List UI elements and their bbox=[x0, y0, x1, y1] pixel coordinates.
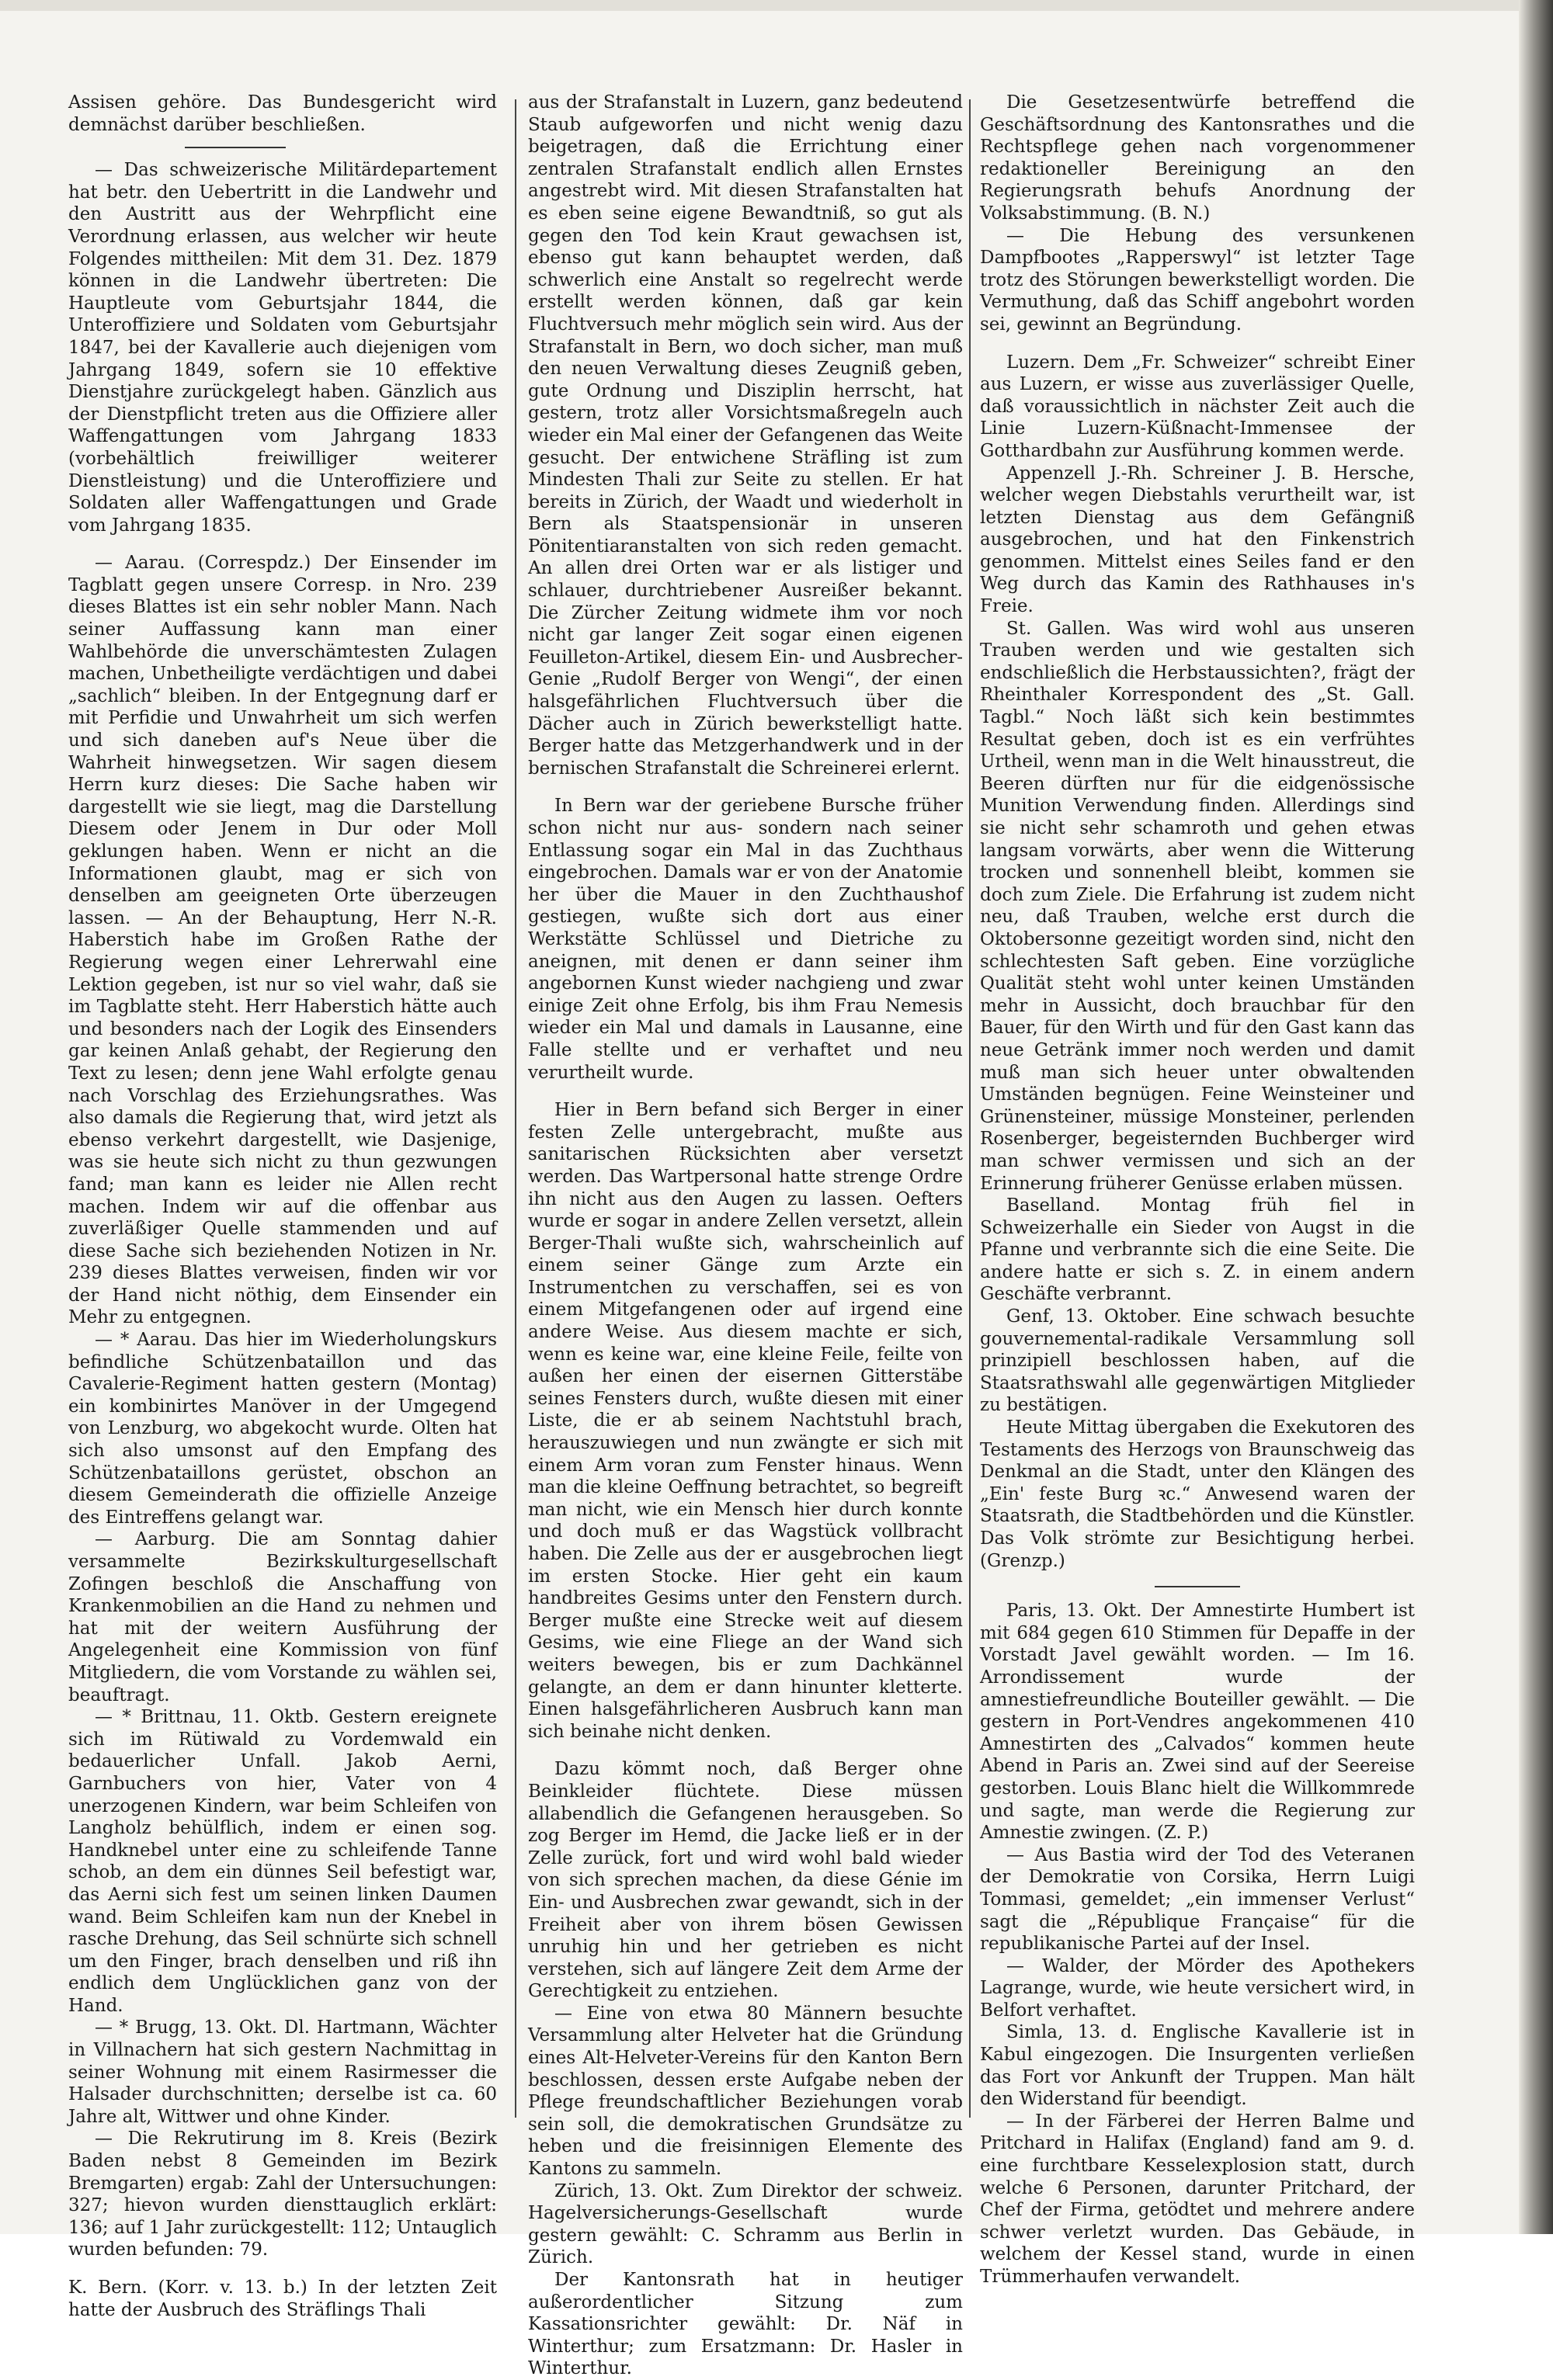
article-rekrutirung: — Die Rekrutirung im 8. Kreis (Bezirk Baden nebst 8 Gemeinden im Bezirk Bremgarten) ergab: Zahl der Untersuchungen: 327; hievon wurden diensttauglich erklärt: 136; auf 1 Jahr zurückgestellt: 112; Untauglich wurden befunden: 79. bbox=[68, 2128, 497, 2260]
scan-right-edge bbox=[1519, 0, 1553, 2234]
article-st-gallen: St. Gallen. Was wird wohl aus unseren Trauben werden und wie gestalten sich endschließlich die Herbstaussichten?, frägt der Rheinthaler Korrespondent des „St. Gall. Tagbl.“ Noch läßt sich kein bestimmtes Resultat geben, doch ist es ein verfrühtes Urtheil, wenn man in die Welt hinausstreut, die Beeren dürften nur für die eidgenössische Munition Verwendung finden. Allerdings sind sie nicht sehr schamroth und gehen etwas langsam vorwärts, aber wenn die Witterung trocken und sonnenhell bleibt, kommen sie doch zum Ziele. Die Erfahrung ist zudem nicht neu, daß Trauben, welche erst durch die Oktobersonne gezeitigt worden sind, nicht den schlechtesten Saft geben. Eine vorzügliche Qualität steht wohl unter keinen Umständen mehr in Aussicht, doch brauchbar für den Bauer, für den Wirth und für den Gast kann das neue Getränk immer noch werden und damit muß man sich heuer unter obwaltenden Umständen begnügen. Feine Weinsteiner und Grünensteiner, müssige Monsteiner, perlenden Rosenberger, begeisternden Buchberger wird man schwer vermissen und sich an der Erinnerung früherer Genüsse erlaben müssen. bbox=[980, 618, 1415, 1194]
article-zuerich-kantonsrath: Der Kantonsrath hat in heutiger außerordentlicher Sitzung zum Kassationsrichter gewählt: Dr. Näf in Winterthur; zum Ersatzmann: Dr. Hasler in Winterthur. bbox=[528, 2270, 963, 2379]
column-right bbox=[980, 92, 1415, 2287]
column-middle bbox=[528, 92, 963, 2379]
article-dampfboot: — Die Hebung des versunkenen Dampfbootes „Rapperswyl“ ist letzter Tage trotz des Störungen bewerkstelligt worden. Die Vermuthung, daß das Schiff angebohrt worden sei, gewinnt an Begründung. bbox=[980, 225, 1415, 335]
article-bern-continued: aus der Strafanstalt in Luzern, ganz bedeutend Staub aufgeworfen und nicht wenig dazu beigetragen, daß die Errichtung einer zentralen Strafanstalt endlich allen Ernstes angestrebt wird. Mit diesen Strafanstalten hat es eben seine eigene Bewandtniß, so gut als gegen den Tod kein Kraut gewachsen ist, ebenso gut kann behauptet werden, daß schwerlich eine Anstalt so regelrecht werde erstellt werden können, daß gar kein Fluchtversuch mehr möglich sein wird. Aus der Strafanstalt in Bern, wo doch sicher, man muß den neuen Verwaltung dieses Zeugniß geben, gute Ordnung und Disziplin herrscht, hat gestern, trotz aller Vorsichtsmaßregeln auch wieder ein Mal einer der Gefangenen das Weite gesucht. Der entwichene Sträfling ist zum Mindesten Thali zur Seite zu stellen. Er hat bereits in Zürich, der Waadt und wiederholt in Bern als Staatspensionär in unseren Pönitentiaranstalten von sich reden gemacht. An allen drei Orten war er als listiger und schlauer, durchtriebener Ausreißer bekannt. Die Zürcher Zeitung widmete ihm vor noch nicht gar langer Zeit sogar einen eigenen Feuilleton-Artikel, diesem Ein- und Ausbrecher-Genie „Rudolf Berger von Wengi“, der einen halsgefährlichen Fluchtversuch über die Dächer auch in Zürich bewerkstelligt hatte. Berger hatte das Metzgerhandwerk und in der bernischen Strafanstalt die Schreinerei erlernt. bbox=[528, 92, 963, 779]
article-alt-helveter: — Eine von etwa 80 Männern besuchte Versammlung alter Helveter hat die Gründung eines Alt-Helveter-Vereins für den Kanton Bern beschlossen, dessen erste Aufgabe neben der Pflege freundschaftlicher Beziehungen vorab sein soll, die demokratischen Grundsätze zu heben und die freisinnigen Elemente des Kantons zu sammeln. bbox=[528, 2003, 963, 2180]
article-genf-denkmal: Heute Mittag übergaben die Exekutoren des Testaments des Herzogs von Braunschweig das Denkmal an die Stadt, unter den Klängen des „Ein' feste Burg ꝛc.“ Anwesend waren der Staatsrath, die Stadtbehörden und die Künstler. Das Volk strömte zur Besichtigung herbei. (Grenzp.) bbox=[980, 1417, 1415, 1571]
article-simla: Simla, 13. d. Englische Kavallerie ist in Kabul eingezogen. Die Insurgenten verließen das Fort vor Ankunft der Truppen. Man hält den Widerstand für beendigt. bbox=[980, 2022, 1415, 2110]
article-militaerdepartement: — Das schweizerische Militärdepartement hat betr. den Uebertritt in die Landwehr und den Austritt aus der Wehrpflicht eine Verordnung erlassen, aus welcher wir heute Folgendes mittheilen: Mit dem 31. Dez. 1879 können in die Landwehr übertreten: Die Hauptleute vom Geburtsjahr 1844, die Unteroffiziere und Soldaten vom Geburtsjahr 1847, bei der Kavallerie auch diejenigen vom Jahrgang 1849, sofern sie 10 effektive Dienstjahre zurückgelegt haben. Gänzlich aus der Dienstpflicht treten aus die Offiziere aller Waffengattungen vom Jahrgang 1833 (vorbehältlich freiwilliger weiterer Dienstleistung) und die Unteroffiziere und Soldaten aller Waffengattungen und Grade vom Jahrgang 1835. bbox=[68, 160, 497, 536]
column-rule-1 bbox=[515, 99, 516, 2118]
article-halifax: — In der Färberei der Herren Balme und Pritchard in Halifax (England) fand am 9. d. eine furchtbare Kesselexplosion statt, durch welche 6 Personen, darunter Pritchard, der Chef der Firma, getödtet und mehrere andere schwer verletzt wurden. Das Gebäude, in welchem der Kessel stand, wurde in einen Trümmerhaufen verwandelt. bbox=[980, 2111, 1415, 2287]
article-brugg: — * Brugg, 13. Okt. Dl. Hartmann, Wächter in Villnachern hat sich gestern Nachmittag in seiner Wohnung mit einem Rasirmesser die Halsader durchschnitten; derselbe ist ca. 60 Jahre alt, Wittwer und ohne Kinder. bbox=[68, 2017, 497, 2127]
article-bern-einbruch: In Bern war der geriebene Bursche früher schon nicht nur aus- sondern nach seiner Entlassung sogar ein Mal in das Zuchthaus eingebrochen. Damals war er von der Anatomie her über die Mauer in den Zuchthaushof gestiegen, wußte sich dort aus einer Werkstätte Schlüssel und Dietriche zu aneignen, mit denen er dann seiner ihm angebornen Kunst wieder nachgieng und zwar einige Zeit ohne Erfolg, bis ihm Frau Nemesis wieder ein Mal und damals in Lausanne, eine Falle stellte und er verhaftet und neu verurtheilt wurde. bbox=[528, 796, 963, 1083]
article-aarau-schuetzenbataillon: — * Aarau. Das hier im Wiederholungskurs befindliche Schützenbataillon und das Cavalerie-Regiment hatten gestern (Montag) ein kombinirtes Manöver in der Umgegend von Lenzburg, wo abgekocht wurde. Olten hat sich also umsonst auf den Empfang des Schützenbataillons gerüstet, obschon an diesem Gemeinderath die offizielle Anzeige des Eintreffens gelangt war. bbox=[68, 1330, 497, 1528]
column-left bbox=[68, 92, 497, 2320]
article-zuerich-direktor: Zürich, 13. Okt. Zum Direktor der schweiz. Hagelversicherungs-Gesellschaft wurde gestern gewählt: C. Schramm aus Berlin in Zürich. bbox=[528, 2181, 963, 2268]
article-paris: Paris, 13. Okt. Der Amnestirte Humbert ist mit 684 gegen 610 Stimmen für Depaffe in der Vorstadt Javel gewählt worden. — Im 16. Arrondissement wurde der amnestiefreundliche Bouteiller gewählt. — Die gestern in Port-Vendres angekommenen 410 Amnestirten des „Calvados“ kommen heute Abend in Paris an. Zwei sind auf der Seereise gestorben. Louis Blanc hielt die Willkommrede und sagte, man werde die Regierung zur Amnestie zwingen. (Z. P.) bbox=[980, 1601, 1415, 1844]
article-aarau-correspondenz: — Aarau. (Correspdz.) Der Einsender im Tagblatt gegen unsere Corresp. in Nro. 239 dieses Blattes ist ein sehr nobler Mann. Nach seiner Auffassung kann man einer Wahlbehörde die unverschämtesten Zulagen machen, Unbetheiligte verdächtigen und dabei „sachlich“ bleiben. In der Entgegnung darf er mit Perfidie und Unwahrheit um sich werfen und sich daneben auf's Neue über die Wahrheit hinwegsetzen. Wir sagen diesem Herrn kurz dieses: Die Sache haben wir dargestellt wie sie liegt, mag die Darstellung Diesem oder Jenem in Dur oder Moll geklungen haben. Wenn er nicht an die Informationen glaubt, mag er sich von denselben am geeigneten Orte überzeugen lassen. — An der Behauptung, Herr N.-R. Haberstich habe im Großen Rathe der Regierung wegen einer Lehrerwahl eine Lektion gegeben, ist nur so viel wahr, daß sie im Tagblatte steht. Herr Haberstich hätte auch und besonders nach der Logik des Einsenders gar keinen Anlaß gehabt, der Regierung den Text zu lesen; denn jene Wahl erfolgte genau nach Vorschlag des Erziehungsrathes. Was also damals die Regierung that, wird jetzt als ebenso verkehrt dargestellt, wie Dasjenige, was sie heute sich nicht zu thun gezwungen fand; man kann es leider nie Allen recht machen. Indem wir auf die offenbar aus zuverläßiger Quelle stammenden und auf diese Sache sich beziehenden Notizen in Nr. 239 dieses Blattes verweisen, finden wir vor der Hand nicht nöthig, dem Einsender ein Mehr zu entgegnen. bbox=[68, 553, 497, 1328]
article-bern-zelle: Hier in Bern befand sich Berger in einer festen Zelle untergebracht, mußte aus sanitarischen Rücksichten aber versetzt werden. Das Wartpersonal hatte strenge Ordre ihn nicht aus den Augen zu lassen. Oefters wurde er sogar in andere Zellen versetzt, allein Berger-Thali wußte sich, wahrscheinlich auf einem seiner Gänge zum Arzte ein Instrumentchen zu verschaffen, sei es von einem Mitgefangenen oder auf irgend eine andere Weise. Aus diesem machte er sich, wenn es keine war, eine kleine Feile, feilte von außen her einen der eisernen Gitterstäbe seines Fensters durch, wußte diesen mit einer Liste, die er ab seinem Nachtstuhl brach, herauszuwiegen und nun zwängte er sich mit einem Arm voran zum Fenster hinaus. Wenn man die kleine Oeffnung betrachtet, so begreift man nicht, wie ein Mensch hier durch konnte und doch muß er das Wagstück vollbracht haben. Die Zelle aus der er ausgebrochen liegt im ersten Stocke. Hier geht ein kaum handbreites Gesims unter den Fenstern durch. Berger mußte eine Strecke weit auf diesem Gesims, wie eine Fliege an der Wand sich weiters bewegen, bis er zum Dachkännel gelangte, an dem er dann hinunter kletterte. Einen halsgefährlicheren Ausbruch kann man sich beinahe nicht denken. bbox=[528, 1100, 963, 1742]
article-baselland: Baselland. Montag früh fiel in Schweizerhalle ein Sieder von Augst in die Pfanne und verbrannte sich die eine Seite. Die andere hatte er sich s. Z. in einem andern Geschäfte verbrannt. bbox=[980, 1195, 1415, 1305]
article-aarburg: — Aarburg. Die am Sonntag dahier versammelte Bezirkskulturgesellschaft Zofingen beschloß die Anschaffung von Krankenmobilien an die Hand zu nehmen und hat mit der weitern Ausführung der Angelegenheit eine Kommission von fünf Mitgliedern, die vom Vorstande zu wählen sei, beauftragt. bbox=[68, 1529, 497, 1705]
article-brittnau: — * Brittnau, 11. Oktb. Gestern ereignete sich im Rütiwald zu Vordemwald ein bedauerlicher Unfall. Jakob Aerni, Garnbuchers von hier, Vater von 4 unerzogenen Kindern, war beim Schleifen von Langholz behülflich, indem er einen sog. Handknebel unter eine zu schleifende Tanne schob, an dem ein dünnes Seil befestigt war, das Aerni sich fest um seinen linken Daumen wand. Beim Schleifen kam nun der Knebel in rasche Drehung, das Seil schnürte sich schnell um den Finger, brach denselben und riß ihn endlich dem Unglücklichen ganz von der Hand. bbox=[68, 1707, 497, 2016]
separator bbox=[1155, 1586, 1240, 1587]
scan-top-edge bbox=[0, 0, 1553, 11]
separator bbox=[185, 147, 286, 148]
article-luzern: Luzern. Dem „Fr. Schweizer“ schreibt Einer aus Luzern, er wisse aus zuverlässiger Quelle, daß voraussichtlich in nächster Zeit auch die Linie Luzern-Küßnacht-Immensee der Gotthardbahn zur Ausführung kommen werde. bbox=[980, 352, 1415, 461]
article-bastia: — Aus Bastia wird der Tod des Veteranen der Demokratie von Corsika, Herrn Luigi Tommasi, gemeldet; „ein immenser Verlust“ sagt die „République Française“ für die republikanische Partei auf der Insel. bbox=[980, 1844, 1415, 1955]
article-assisen: Assisen gehöre. Das Bundesgericht wird demnächst darüber beschließen. bbox=[68, 92, 497, 135]
article-walder: — Walder, der Mörder des Apothekers Lagrange, wurde, wie heute versichert wird, in Belfort verhaftet. bbox=[980, 1955, 1415, 2021]
article-gesetzesentwuerfe: Die Gesetzesentwürfe betreffend die Geschäftsordnung des Kantonsrathes und die Rechtspflege gehen nach vorgenommener redaktioneller Bereinigung an den Regierungsrath behufs Anordnung der Volksabstimmung. (B. N.) bbox=[980, 92, 1415, 224]
article-bern-flucht: Dazu kömmt noch, daß Berger ohne Beinkleider flüchtete. Diese müssen allabendlich die Gefangenen herausgeben. So zog Berger im Hemd, die Jacke ließ er in der Zelle zurück, fort und wird wohl bald wieder von sich sprechen machen, da diese Génie im Ein- und Ausbrechen zwar gewandt, sich in der Freiheit aber von ihrem bösen Gewissen unruhig hin und her getrieben es nicht verstehen, sich auf längere Zeit dem Arme der Gerechtigkeit zu entziehen. bbox=[528, 1759, 963, 2002]
article-appenzell: Appenzell J.-Rh. Schreiner J. B. Hersche, welcher wegen Diebstahls verurtheilt war, ist letzten Dienstag aus dem Gefängniß ausgebrochen, und hat den Finkenstrich genommen. Mittelst eines Seiles fand er den Weg durch das Kamin des Rathhauses in's Freie. bbox=[980, 463, 1415, 617]
article-bern-start: K. Bern. (Korr. v. 13. b.) In der letzten Zeit hatte der Ausbruch des Sträflings Thali bbox=[68, 2278, 497, 2320]
column-rule-2 bbox=[969, 99, 971, 2118]
article-genf: Genf, 13. Oktober. Eine schwach besuchte gouvernemental-radikale Versammlung soll prinzipiell beschlossen haben, auf die Staatsrathswahl alle gegenwärtigen Mitglieder zu bestätigen. bbox=[980, 1306, 1415, 1416]
